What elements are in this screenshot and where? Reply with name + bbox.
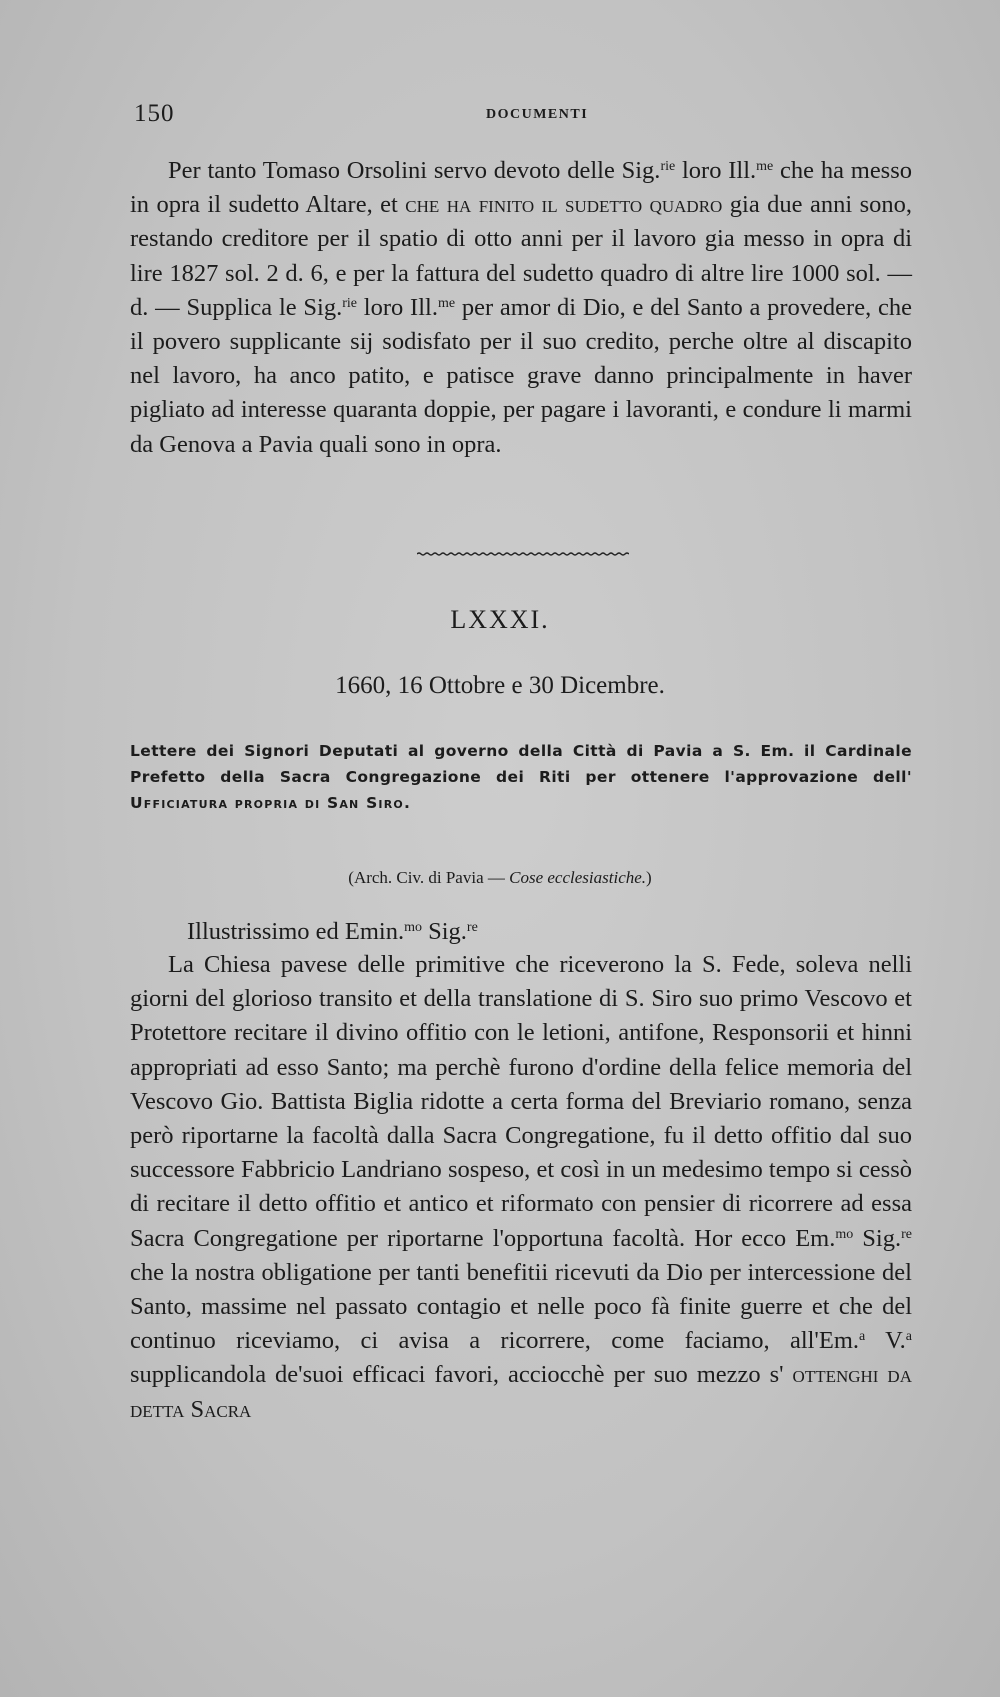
archive-reference: (Arch. Civ. di Pavia — Cose ecclesiastiche.) <box>348 868 652 887</box>
page-header <box>0 100 1000 130</box>
letter-text: La Chiesa pavese delle primitive che riceverono la S. Fede, soleva nelli giorni del glorioso transito et della translatione di S. Siro suo primo Vescovo et Protettore recitare il divino offitio con le letioni, antifone, Responsorii et hinni appropriati ad esso Santo; ma perchè furono d'ordine della felice memoria del Vescovo Gio. Battista Biglia ridotte a certa forma del Breviario romano, senza però riportarne la facoltà dalla Sacra Congregatione, fu il detto offitio dal suo successore Fabbricio Landriano sospeso, et così in un medesimo tempo si cessò di recitare il detto offitio et antico et riformato con pensier di ricorrere ad essa Sacra Congregatione per riportarne l'opportuna facoltà. Hor ecco Em.$^{mo}$ Sig.$^{re}$ che la nostra obligatione per tanti benefitii ricevuti da Dio per intercessione del Santo, massime nel passato contagio et nelle poco fà finite guerre et che del continuo riceviamo, ci avisa a ricorrere, come faciamo, all'Em.$^a$ V.$^a$ supplicandola de'suoi efficaci favori, acciocchè per suo mezzo s' ottenghi da detta Sacra <box>130 951 912 1423</box>
running-head: DOCUMENTI <box>486 107 589 122</box>
petition-paragraph <box>130 154 912 462</box>
letter-body <box>130 948 912 1427</box>
document-date: 1660, 16 Ottobre e 30 Dicembre. <box>335 672 665 699</box>
page-number: 150 <box>134 100 175 127</box>
document-heading: Lettere dei Signori Deputati al governo della Città di Pavia a S. Em. il Cardinale Prefetto della Sacra Congregazione dei Riti per ottenere l'approvazione dell' Ufficiatura propria di San Siro. <box>130 742 912 812</box>
petition-text: Per tanto Tomaso Orsolini servo devoto delle Sig.$^{rie}$ loro Ill.$^{me}$ che ha messo in opra il sudetto Altare, et che ha finito il sudetto quadro gia due anni sono, restando creditore per il spatio di otto anni per il lavoro gia messo in opra di lire 1827 sol. 2 d. 6, e per la fattura del sudetto quadro di altre lire 1000 sol. — d. — Supplica le Sig.$^{rie}$ loro Ill.$^{me}$ per amor di Dio, e del Santo a provedere, che il povero supplicante sij sodisfato per il suo credito, perche oltre al discapito nel lavoro, ha anco patito, e patisce grave danno principalmente in haver pigliato ad interesse quaranta doppie, per pagare i lavoranti, e condure li marmi da Genova a Pavia quali sono in opra. <box>130 157 913 458</box>
document-number: LXXXI. <box>450 605 550 634</box>
letter-salutation: Illustrissimo ed Emin.$^{mo}$ Sig.$^{re}$ <box>187 918 478 945</box>
wavy-divider <box>417 552 629 556</box>
